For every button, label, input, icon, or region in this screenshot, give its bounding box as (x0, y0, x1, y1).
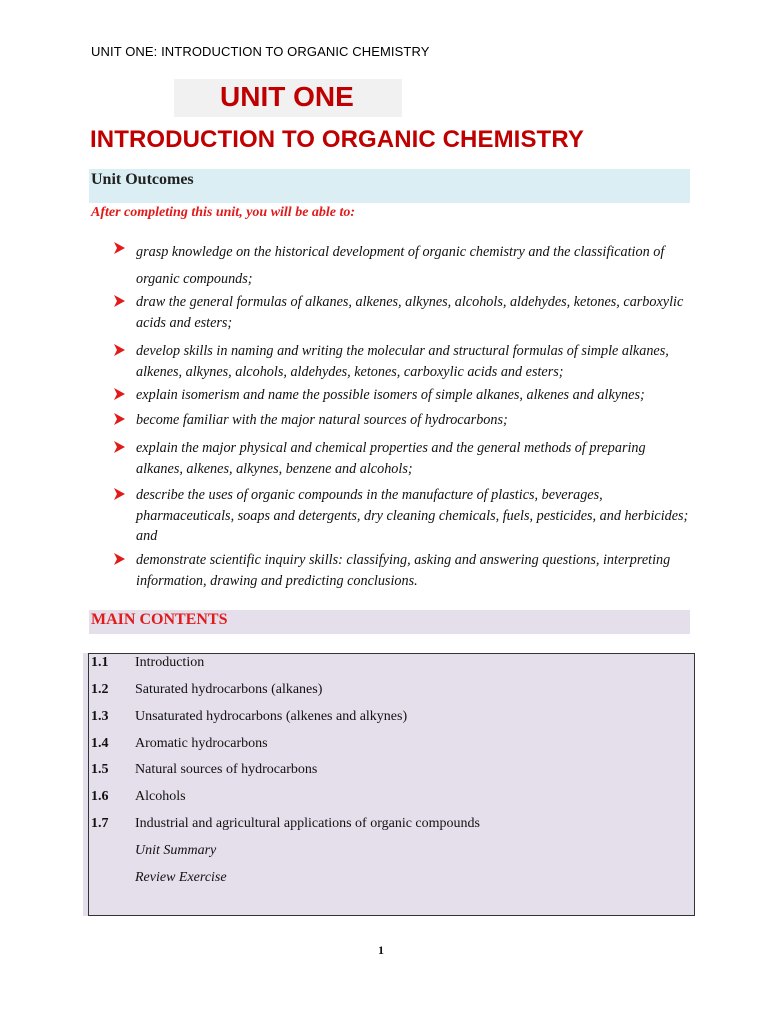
list-item (112, 385, 692, 406)
outcome-text: explain isomerism and name the possible isomers of simple alkanes, alkenes and alkynes; (136, 387, 645, 403)
section-number: 1.6 (91, 789, 109, 804)
section-label: Alcohols (135, 789, 186, 804)
section-label: Industrial and agricultural applications of organic compounds (135, 816, 480, 831)
section-label: Unsaturated hydrocarbons (alkenes and alkynes) (135, 709, 408, 724)
outcome-text: describe the uses of organic compounds in the manufacture of plastics, beverages, pharmaceuticals, soaps and detergents, dry cleaning chemicals, fuels, pesticides, and herbicides; and (136, 487, 689, 544)
outcome-text: grasp knowledge on the historical development of organic chemistry and the classification of organic compounds; (136, 244, 665, 287)
section-number: 1.5 (91, 762, 109, 777)
outcome-text: demonstrate scientific inquiry skills: classifying, asking and answering questions, interpreting information, drawing and predicting conclusions. (136, 552, 671, 589)
arrow-bullet-icon (112, 294, 126, 308)
section-number: 1.2 (91, 682, 109, 697)
list-item (112, 438, 692, 479)
arrow-bullet-icon (112, 387, 126, 401)
section-label: Saturated hydrocarbons (alkanes) (135, 682, 323, 697)
list-item (112, 239, 692, 293)
outcome-text: explain the major physical and chemical properties and the general methods of preparing alkanes, alkenes, alkynes, benzene and alcohols; (136, 440, 646, 477)
outcome-text: develop skills in naming and writing the molecular and structural formulas of simple alkanes, alkenes, alkynes, alcohols, aldehydes, ketones, carboxylic acids and esters; (136, 343, 669, 380)
arrow-bullet-icon (112, 487, 126, 501)
outcomes-intro: After completing this unit, you will be able to: (91, 205, 356, 220)
section-number: 1.3 (91, 709, 109, 724)
arrow-bullet-icon (112, 412, 126, 426)
list-item (112, 341, 692, 382)
section-number: 1.1 (91, 655, 109, 670)
section-label: Natural sources of hydrocarbons (135, 762, 318, 777)
arrow-bullet-icon (112, 343, 126, 357)
list-item (112, 550, 692, 591)
arrow-bullet-icon (112, 241, 126, 255)
running-header: UNIT ONE: INTRODUCTION TO ORGANIC CHEMISTRY (91, 44, 430, 59)
section-number: 1.4 (91, 736, 109, 751)
main-contents-heading: MAIN CONTENTS (91, 611, 228, 628)
section-label: Unit Summary (135, 843, 217, 858)
arrow-bullet-icon (112, 552, 126, 566)
list-item (112, 410, 692, 431)
section-label: Review Exercise (135, 870, 227, 885)
outcome-text: become familiar with the major natural sources of hydrocarbons; (136, 412, 508, 428)
page-title: INTRODUCTION TO ORGANIC CHEMISTRY (90, 126, 584, 153)
list-item (112, 485, 692, 547)
section-number: 1.7 (91, 816, 109, 831)
section-label: Introduction (135, 655, 205, 670)
unit-title: UNIT ONE (220, 81, 354, 112)
section-label: Aromatic hydrocarbons (135, 736, 268, 751)
page-number: 1 (378, 943, 384, 957)
unit-outcomes-heading: Unit Outcomes (91, 171, 194, 188)
arrow-bullet-icon (112, 440, 126, 454)
list-item (112, 292, 692, 333)
outcome-text: draw the general formulas of alkanes, alkenes, alkynes, alcohols, aldehydes, ketones, carboxylic acids and esters; (136, 294, 684, 331)
